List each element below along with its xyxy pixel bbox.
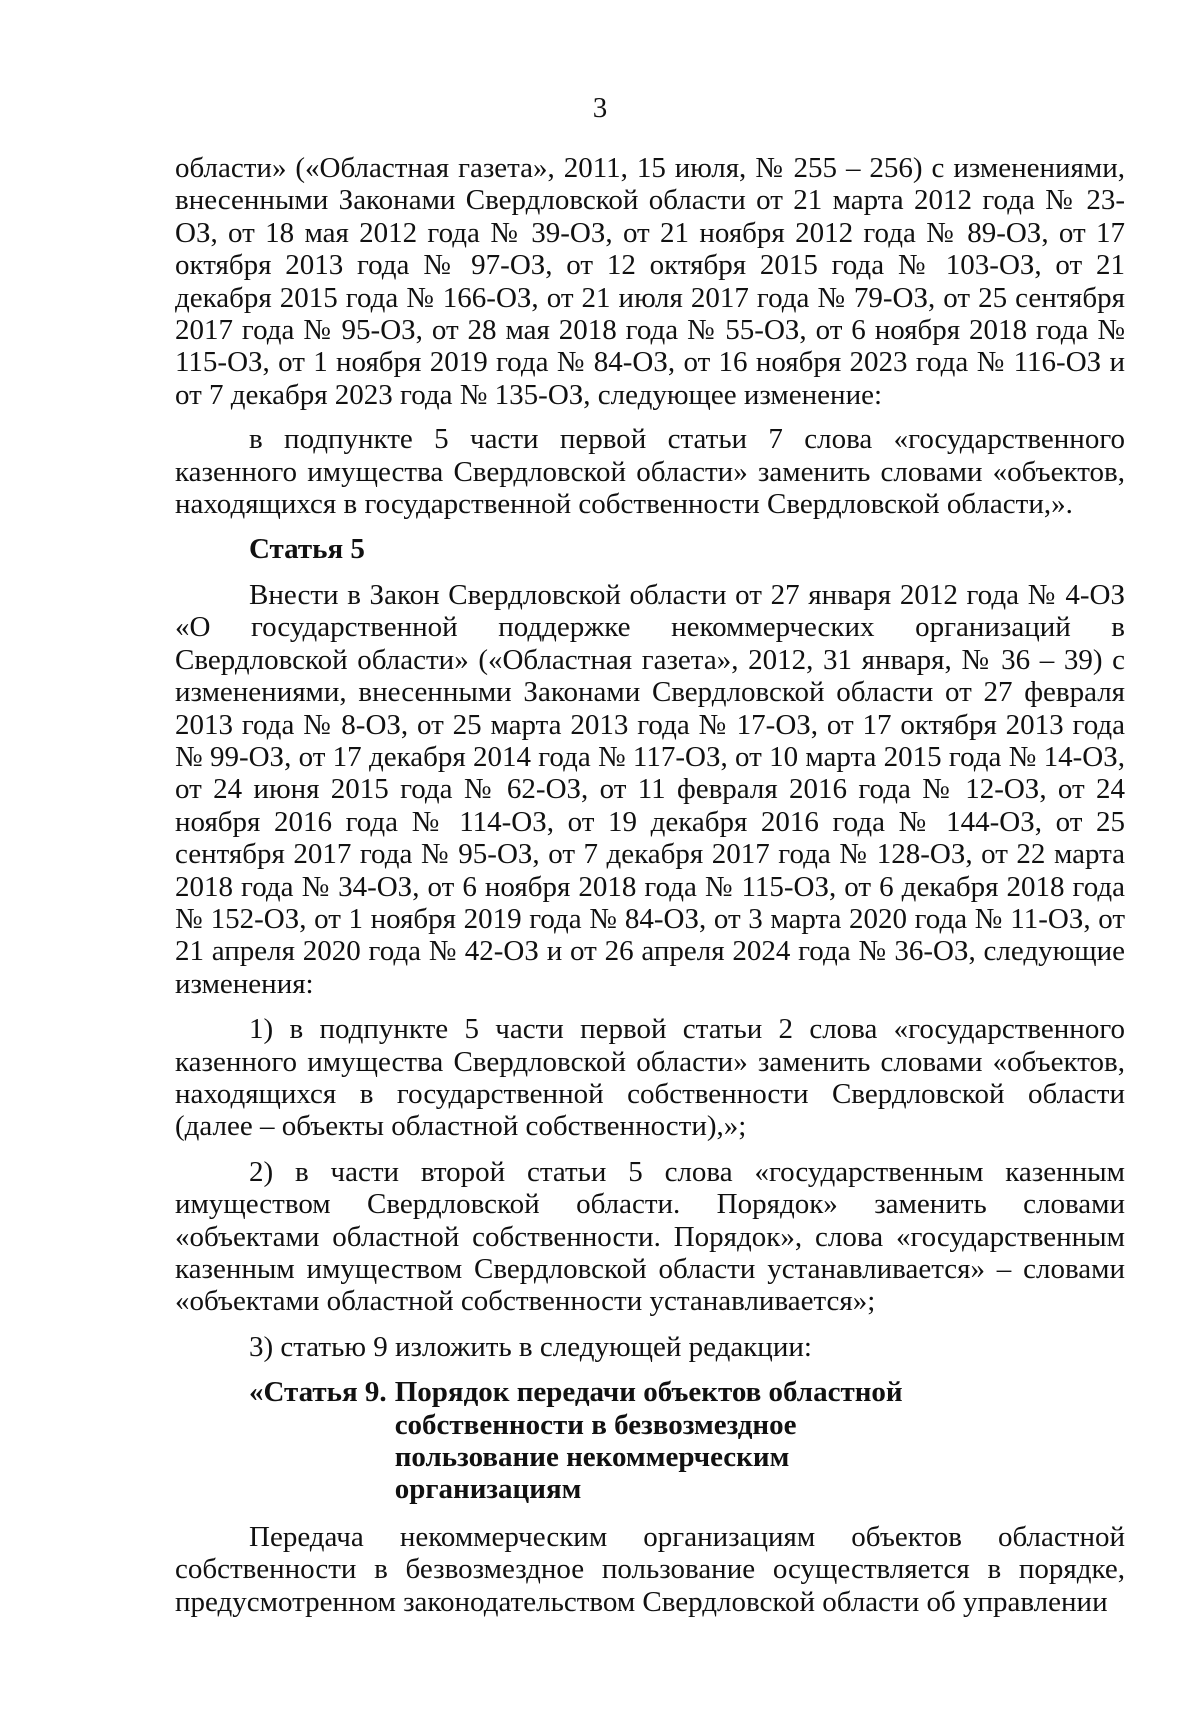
paragraph-article9-text: Передача некоммерческим организациям объектов областной собственности в безвозмездное пользование осуществляется в порядке, предусмотренном законодательством Свердловской области об управлении	[175, 1520, 1125, 1618]
page-number: 3	[592, 92, 608, 124]
article-9-heading	[175, 1376, 1125, 1506]
paragraph-article7-change: в подпункте 5 части первой статьи 7 слова «государственного казенного имущества Свердловской области» заменить словами «объектов, находящихся в государственной собственности Свердловской области,».	[175, 423, 1125, 521]
article-5-heading: Статья 5	[249, 533, 365, 566]
list-item-3: 3) статью 9 изложить в следующей редакции:	[249, 1330, 812, 1363]
paragraph-law-amendments-intro: области» («Областная газета», 2011, 15 июля, № 255 – 256) с изменениями, внесенными Законами Свердловской области от 21 марта 2012 года № 23-ОЗ, от 18 мая 2012 года № 39-ОЗ, от 21 ноября 2012 года № 89-ОЗ, от 17 октября 2013 года № 97-ОЗ, от 12 октября 2015 года № 103-ОЗ, от 21 декабря 2015 года № 166-ОЗ, от 21 июля 2017 года № 79-ОЗ, от 25 сентября 2017 года № 95-ОЗ, от 28 мая 2018 года № 55-ОЗ, от 6 ноября 2018 года № 115-ОЗ, от 1 ноября 2019 года № 84-ОЗ, от 16 ноября 2023 года № 116-ОЗ и от 7 декабря 2023 года № 135-ОЗ, следующее изменение:	[175, 152, 1125, 411]
list-item-2: 2) в части второй статьи 5 слова «государственным казенным имуществом Свердловской области. Порядок» заменить словами «объектами областной собственности. Порядок», слова «государственным казенным имуществом Свердловской области устанавливается» – словами «объектами областной собственности устанавливается»;	[175, 1155, 1125, 1318]
article-9-title: Порядок передачи объектов областной собственности в безвозмездное пользование некоммерческим организациям	[394, 1376, 903, 1506]
article-9-label: «Статья 9.	[249, 1376, 387, 1409]
document-body	[175, 152, 1125, 1618]
list-item-1: 1) в подпункте 5 части первой статьи 2 слова «государственного казенного имущества Свердловской области» заменить словами «объектов, находящихся в государственной собственности Свердловской области (далее – объекты областной собственности),»;	[175, 1013, 1125, 1143]
paragraph-article5-intro: Внести в Закон Свердловской области от 27 января 2012 года № 4-ОЗ «О государственной поддержке некоммерческих организаций в Свердловской области» («Областная газета», 2012, 31 января, № 36 – 39) с изменениями, внесенными Законами Свердловской области от 27 февраля 2013 года № 8-ОЗ, от 25 марта 2013 года № 17-ОЗ, от 17 октября 2013 года № 99-ОЗ, от 17 декабря 2014 года № 117-ОЗ, от 10 марта 2015 года № 14-ОЗ, от 24 июня 2015 года № 62-ОЗ, от 11 февраля 2016 года № 12-ОЗ, от 24 ноября 2016 года № 114-ОЗ, от 19 декабря 2016 года № 144-ОЗ, от 25 сентября 2017 года № 95-ОЗ, от 7 декабря 2017 года № 128-ОЗ, от 22 марта 2018 года № 34-ОЗ, от 6 ноября 2018 года № 115-ОЗ, от 6 декабря 2018 года № 152-ОЗ, от 1 ноября 2019 года № 84-ОЗ, от 3 марта 2020 года № 11-ОЗ, от 21 апреля 2020 года № 42-ОЗ и от 26 апреля 2024 года № 36-ОЗ, следующие изменения:	[175, 578, 1125, 1000]
